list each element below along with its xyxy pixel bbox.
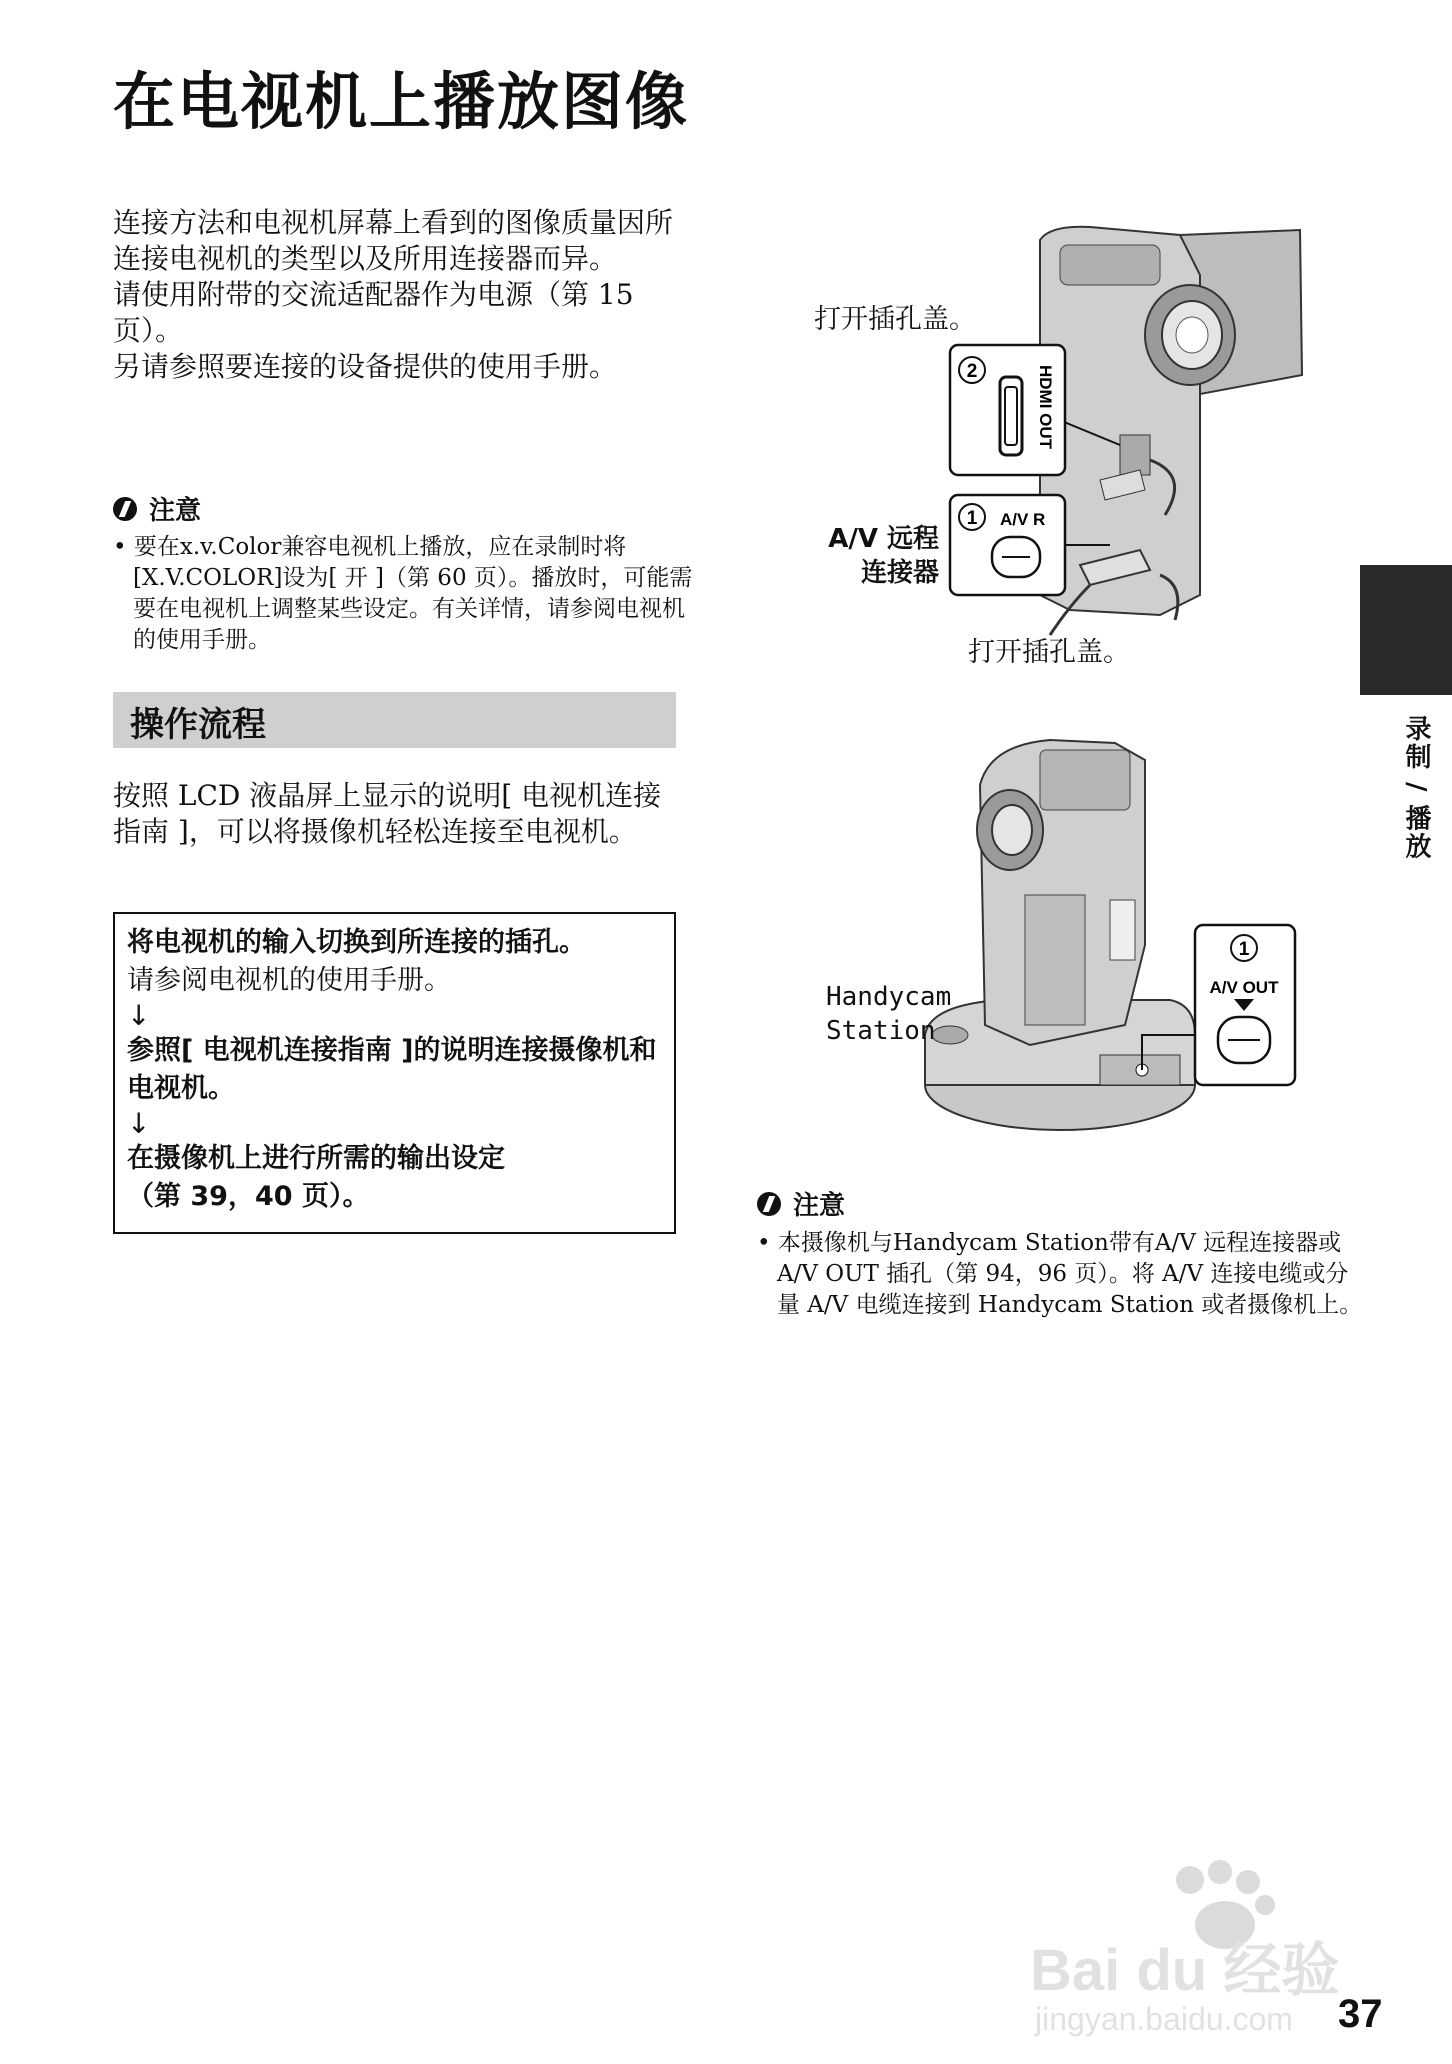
intro-paragraph-1: 连接方法和电视机屏幕上看到的图像质量因所连接电视机的类型以及所用连接器而异。 (113, 206, 674, 275)
chapter-tab-label: 录制 / 播放 (1401, 715, 1431, 861)
note-bullet: • 要在x.v.Color兼容电视机上播放，应在录制时将[X.V.COLOR]设为[ 开 ]（第 60 页）。播放时，可能需要在电视机上调整某些设定。有关详情，请参阅电视机的使用手册。 (113, 534, 693, 653)
caution-icon (757, 1192, 781, 1216)
step-3: 在摄像机上进行所需的输出设定 (127, 1143, 505, 1174)
down-arrow-icon: ↓ (127, 999, 151, 1032)
intro-paragraph-2: 请使用附带的交流适配器作为电源（第 15 页）。 (113, 278, 634, 347)
note-heading-2 (757, 1185, 845, 1222)
procedure-box (113, 912, 676, 1234)
note-bullet-2: • 本摄像机与Handycam Station带有A/V 远程连接器或 A/V OUT 插孔（第 94，96 页）。将 A/V 连接电缆或分量 A/V 电缆连接到 Handycam Station 或者摄像机上。 (757, 1230, 1363, 1318)
intro-paragraph-3: 另请参照要连接的设备提供的使用手册。 (113, 350, 618, 383)
av-remote-label-line1: A/V 远程 (828, 524, 939, 554)
page-number: 37 (1338, 1992, 1383, 2036)
watermark-brand: Bai du 经验 (1030, 1938, 1340, 2003)
step-3-reference: （第 39，40 页）。 (127, 1181, 370, 1212)
note-heading-2-label: 注意 (793, 1191, 846, 1221)
marker-1: 1 (966, 508, 978, 529)
step-1-note: 请参阅电视机的使用手册。 (127, 965, 451, 996)
baidu-watermark-logo (1020, 1850, 1360, 2040)
handycam-station-illustration (910, 735, 1310, 1145)
av-out-label: A/V OUT (1209, 978, 1279, 997)
note-heading-label: 注意 (149, 496, 202, 526)
av-remote-label-line2: 连接器 (860, 558, 939, 588)
hdmi-out-label: HDMI OUT (1036, 365, 1055, 450)
open-cover-label-bottom: 打开插孔盖。 (968, 637, 1130, 668)
av-remote-label (814, 522, 939, 590)
station-label-line1: Handycam (826, 982, 952, 1012)
down-arrow-icon: ↓ (127, 1107, 151, 1140)
intro-text (113, 205, 673, 385)
step-1: 将电视机的输入切换到所连接的插孔。 (127, 927, 586, 958)
page-title: 在电视机上播放图像 (113, 65, 690, 138)
station-label-line2: Station (826, 1016, 936, 1046)
section-title: 操作流程 (130, 705, 266, 745)
marker-2: 2 (966, 361, 978, 382)
watermark-url: jingyan.baidu.com (1035, 2001, 1293, 2037)
open-cover-label-top: 打开插孔盖。 (814, 304, 976, 335)
marker-1-station: 1 (1238, 939, 1250, 960)
chapter-tab-marker (1360, 565, 1452, 695)
caution-icon (113, 497, 137, 521)
av-r-label: A/V R (1000, 510, 1046, 529)
step-2: 参照[ 电视机连接指南 ]的说明连接摄像机和电视机。 (127, 1035, 657, 1104)
note-heading (113, 490, 201, 527)
station-label (826, 980, 951, 1048)
section-intro: 按照 LCD 液晶屏上显示的说明[ 电视机连接指南 ]，可以将摄像机轻松连接至电视机。 (113, 779, 662, 848)
